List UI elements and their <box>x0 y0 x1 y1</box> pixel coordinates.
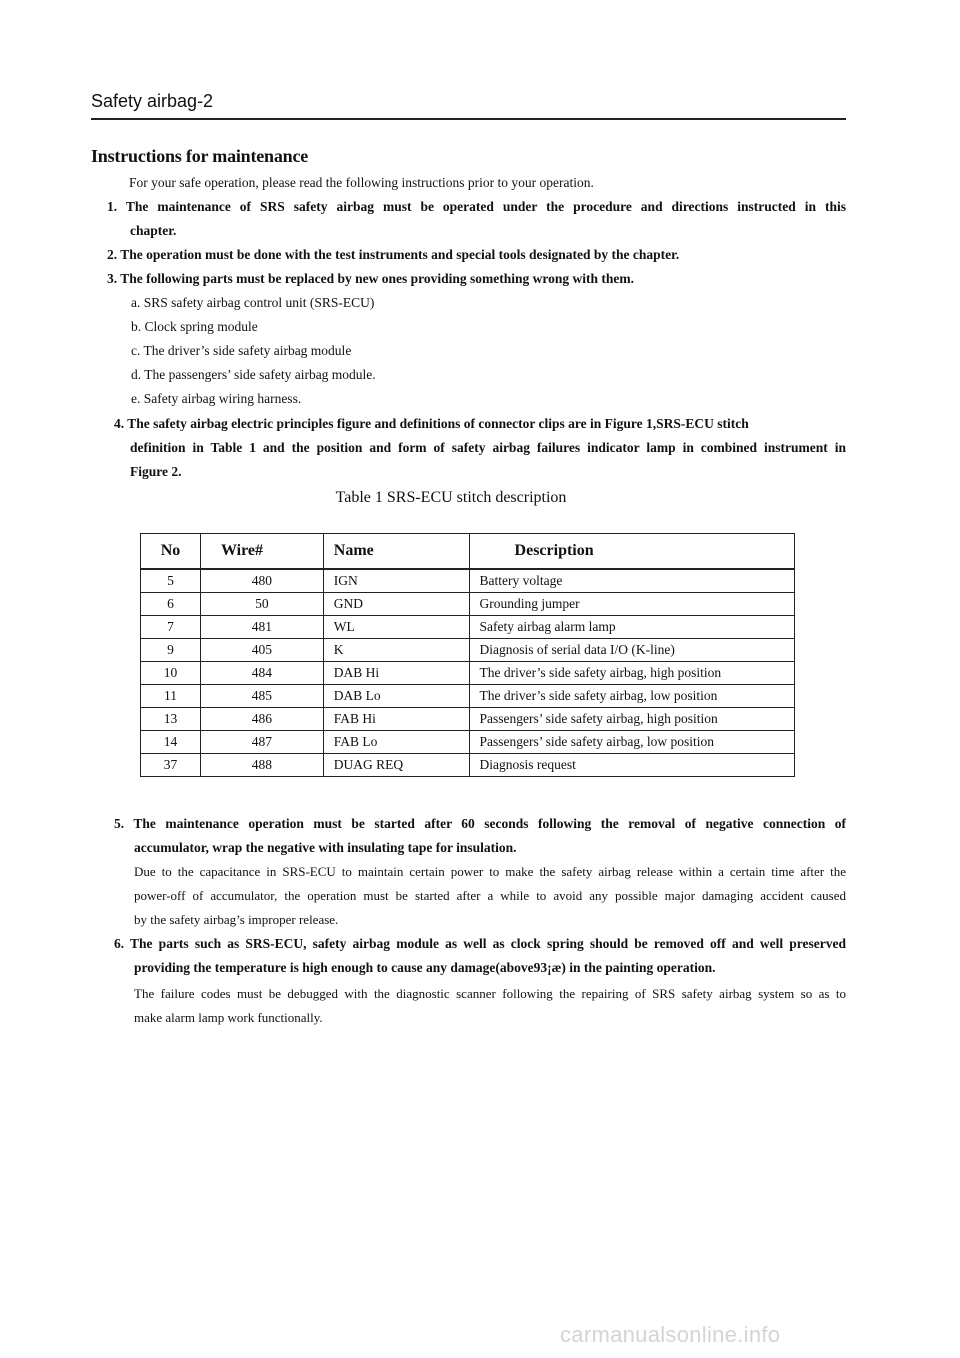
cell-name: DUAG REQ <box>323 754 469 777</box>
item-4-line-3: Figure 2. <box>130 464 182 479</box>
cell-name: WL <box>323 616 469 639</box>
cell-no: 13 <box>141 708 201 731</box>
item-5-para-3: by the safety airbag’s improper release. <box>134 912 339 927</box>
cell-name: IGN <box>323 569 469 593</box>
cell-wire: 484 <box>200 662 323 685</box>
cell-description: The driver’s side safety airbag, high position <box>469 662 794 685</box>
item-1-line-1: 1. The maintenance of SRS safety airbag must be operated under the procedure and directions instructed in this <box>107 199 846 214</box>
cell-no: 5 <box>141 569 201 593</box>
item-6-line-1: 6. The parts such as SRS-ECU, safety airbag module as well as clock spring should be removed off and well preserved <box>114 936 846 951</box>
intro-text: For your safe operation, please read the following instructions prior to your operation. <box>129 175 594 190</box>
item-5-line-2: accumulator, wrap the negative with insulating tape for insulation. <box>134 840 517 855</box>
cell-description: Passengers’ side safety airbag, low position <box>469 731 794 754</box>
sub-item-b: b. Clock spring module <box>131 319 258 334</box>
cell-description: Diagnosis request <box>469 754 794 777</box>
page-header <box>91 90 846 120</box>
cell-wire: 485 <box>200 685 323 708</box>
cell-wire: 50 <box>200 593 323 616</box>
table-row <box>141 731 795 754</box>
cell-name: FAB Lo <box>323 731 469 754</box>
cell-description: The driver’s side safety airbag, low position <box>469 685 794 708</box>
cell-wire: 487 <box>200 731 323 754</box>
sub-item-d: d. The passengers’ side safety airbag module. <box>131 367 376 382</box>
item-5-line-1: 5. The maintenance operation must be started after 60 seconds following the removal of negative connection of <box>114 816 846 831</box>
cell-wire: 405 <box>200 639 323 662</box>
cell-no: 37 <box>141 754 201 777</box>
cell-no: 14 <box>141 731 201 754</box>
header-title: Safety airbag-2 <box>91 91 214 111</box>
cell-wire: 480 <box>200 569 323 593</box>
table-row <box>141 754 795 777</box>
cell-name: K <box>323 639 469 662</box>
item-6-line-2: providing the temperature is high enough to cause any damage(above93¡æ) in the painting operation. <box>134 960 716 975</box>
item-6-para-2: make alarm lamp work functionally. <box>134 1010 323 1025</box>
item-1-line-2: chapter. <box>130 223 177 238</box>
cell-no: 9 <box>141 639 201 662</box>
cell-wire: 488 <box>200 754 323 777</box>
table-row <box>141 593 795 616</box>
cell-description: Grounding jumper <box>469 593 794 616</box>
table-row <box>141 616 795 639</box>
cell-no: 10 <box>141 662 201 685</box>
cell-description: Battery voltage <box>469 569 794 593</box>
item-3: 3. The following parts must be replaced by new ones providing something wrong with them. <box>107 271 635 286</box>
cell-description: Passengers’ side safety airbag, high position <box>469 708 794 731</box>
cell-name: DAB Hi <box>323 662 469 685</box>
table-row <box>141 639 795 662</box>
cell-no: 11 <box>141 685 201 708</box>
cell-no: 7 <box>141 616 201 639</box>
item-5-para-2: power-off of accumulator, the operation must be started after a while to avoid any possible major damaging accident caused <box>134 888 846 903</box>
cell-description: Diagnosis of serial data I/O (K-line) <box>469 639 794 662</box>
cell-name: DAB Lo <box>323 685 469 708</box>
cell-description: Safety airbag alarm lamp <box>469 616 794 639</box>
item-6-para-1: The failure codes must be debugged with the diagnostic scanner following the repairing of SRS safety airbag system so as to <box>134 986 846 1001</box>
stitch-table <box>140 533 795 777</box>
table-row <box>141 685 795 708</box>
header-name: Name <box>323 534 469 570</box>
item-4-line-2: definition in Table 1 and the position and form of safety airbag failures indicator lamp in combined instrument in <box>130 440 846 455</box>
table-row <box>141 662 795 685</box>
header-no: No <box>141 534 201 570</box>
watermark-text: carmanualsonline.info <box>560 1322 781 1347</box>
sub-item-e: e. Safety airbag wiring harness. <box>131 391 302 406</box>
section-title: Instructions for maintenance <box>91 146 309 166</box>
item-4-line-1: 4. The safety airbag electric principles figure and definitions of connector clips are in Figure 1,SRS-ECU stitch <box>114 416 749 431</box>
item-5-para-1: Due to the capacitance in SRS-ECU to maintain certain power to make the safety airbag release within a certain time after the <box>134 864 846 879</box>
cell-wire: 486 <box>200 708 323 731</box>
cell-no: 6 <box>141 593 201 616</box>
table-header-row <box>141 534 795 570</box>
item-2: 2. The operation must be done with the test instruments and special tools designated by the chapter. <box>107 247 680 262</box>
sub-item-c: c. The driver’s side safety airbag module <box>131 343 352 358</box>
cell-name: FAB Hi <box>323 708 469 731</box>
cell-wire: 481 <box>200 616 323 639</box>
table-row <box>141 569 795 593</box>
header-description: Description <box>469 534 794 570</box>
cell-name: GND <box>323 593 469 616</box>
sub-item-a: a. SRS safety airbag control unit (SRS-ECU) <box>131 295 375 310</box>
table-row <box>141 708 795 731</box>
table-caption: Table 1 SRS-ECU stitch description <box>335 489 567 506</box>
header-wire: Wire# <box>200 534 323 570</box>
